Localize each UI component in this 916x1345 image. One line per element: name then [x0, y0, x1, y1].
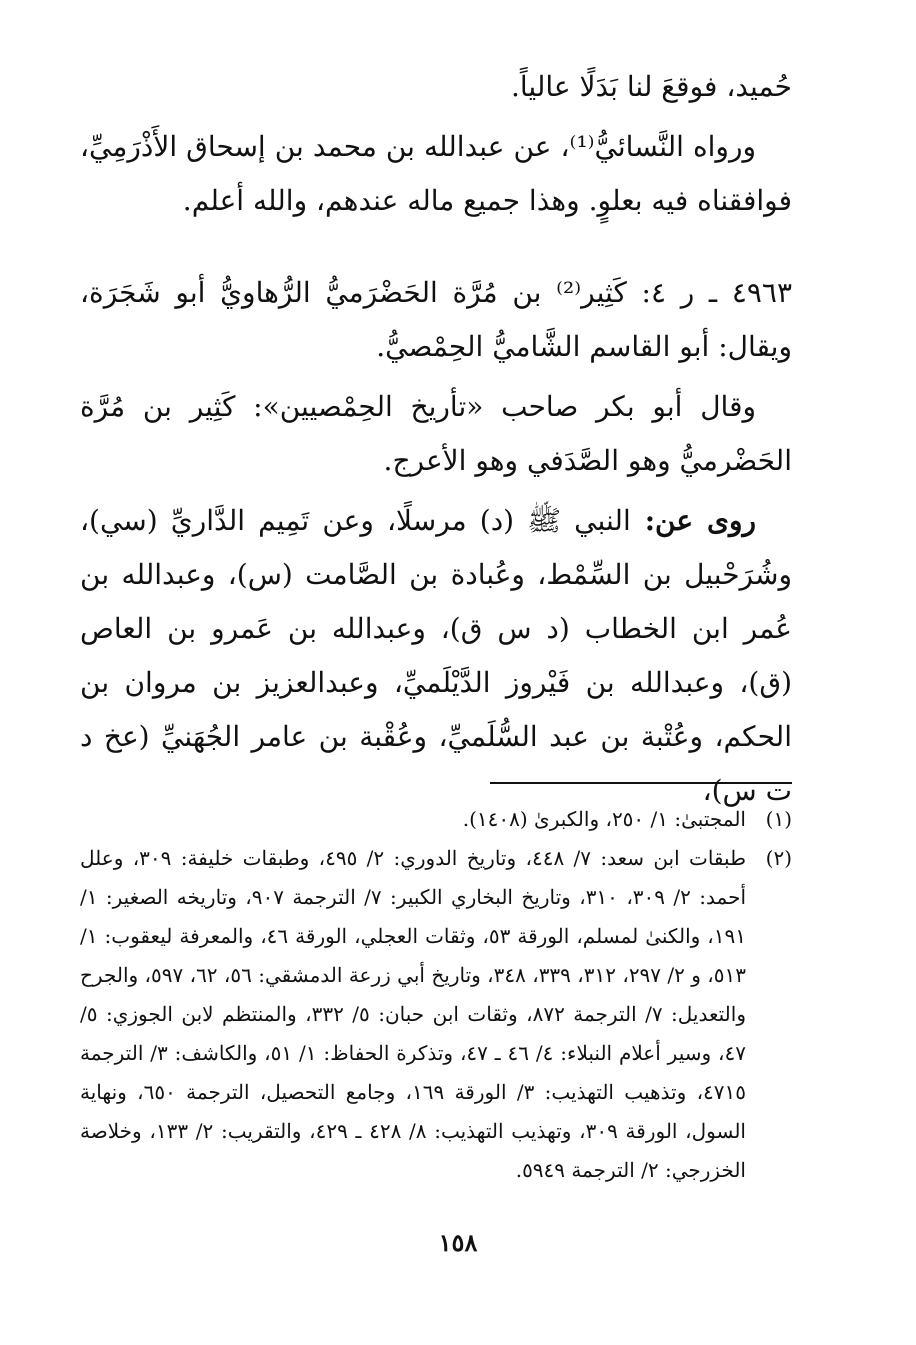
main-text — [80, 60, 792, 818]
paragraph-narrated-from — [80, 494, 792, 818]
footnote-number: (٢) — [765, 846, 792, 870]
footnote — [80, 839, 792, 1190]
paragraph-abu-bakr: وقال أبو بكر صاحب «تأريخ الحِمْصيين»: كَثِير بن مُرَّة الحَضْرميُّ وهو الصَّدَفي وهو الأعرج. — [80, 390, 792, 477]
footnote-number: (١) — [765, 807, 792, 831]
entry-heading: ٤٩٦٣ ـ ر ٤: كَثِير⁽²⁾ بن مُرَّة الحَضْرَميُّ الرُّهاويُّ أبو شَجَرَة، ويقال: أبو القاسم الشَّاميُّ الحِمْصيُّ. — [80, 276, 792, 363]
narrated-from-label: روى عن: — [630, 504, 756, 537]
page-number: ١٥٨ — [438, 1228, 478, 1257]
narrated-from-list: النبي ﷺ (د) مرسلًا، وعن تَمِيم الدَّاريِّ (سي)، وشُرَحْبيل بن السِّمْط، وعُبادة بن الصَّامت (س)، وعبدالله بن عُمر ابن الخطاب (د س ق)، وعبدالله بن عَمرو بن العاص (ق)، وعبدالله بن فَيْروز الدَّيْلَميِّ، وعبدالعزيز بن مروان بن الحكم، وعُتْبة بن عبد السُّلَميِّ، وعُقْبة بن عامر الجُهَنيِّ (عخ د ت س)، — [80, 504, 792, 807]
spacer — [80, 228, 792, 266]
footnote-text: طبقات ابن سعد: ٧/ ٤٤٨، وتاريخ الدوري: ٢/ ٤٩٥، وطبقات خليفة: ٣٠٩، وعلل أحمد: ٢/ ٣٠٩، ٣١٠، وتاريخ البخاري الكبير: ٧/ الترجمة ٩٠٧، وتاريخه الصغير: ١/ ١٩١، والكنىٰ لمسلم، الورقة ٥٣، وثقات العجلي، الورقة ٤٦، والمعرفة ليعقوب: ١/ ٥١٣، و ٢/ ٢٩٧، ٣١٢، ٣٣٩، ٣٤٨، وتاريخ أبي زرعة الدمشقي: ٥٦، ٦٢، ٥٩٧، والجرح والتعديل: ٧/ الترجمة ٨٧٢، وثقات ابن حبان: ٥/ ٣٣٢، والمنتظم لابن الجوزي: ٥/ ٤٧، وسير أعلام النبلاء: ٤/ ٤٦ ـ ٤٧، وتذكرة الحفاظ: ١/ ٥١، والكاشف: ٣/ الترجمة ٤٧١٥، وتذهيب التهذيب: ٣/ الورقة ١٦٩، وجامع التحصيل، الترجمة ٦٥٠، ونهاية السول، الورقة ٣٠٩، وتهذيب التهذيب: ٨/ ٤٢٨ ـ ٤٢٩، والتقريب: ٢/ ١٣٣، وخلاصة الخزرجي: ٢/ الترجمة ٥٩٤٩. — [80, 846, 747, 1182]
paragraph-nasai: ورواه النَّسائيُّ⁽¹⁾، عن عبدالله بن محمد بن إسحاق الأَذْرَمِيِّ، فوافقناه فيه بعلوٍ. وهذا جميع ماله عندهم، والله أعلم. — [80, 130, 792, 217]
footnote-text: المجتبىٰ: ١/ ٢٥٠، والكبرىٰ (١٤٠٨). — [462, 807, 746, 831]
footnote — [80, 800, 792, 839]
footnotes — [80, 800, 792, 1190]
paragraph-continuation: حُميد، فوقعَ لنا بَدَلًا عالياً. — [510, 70, 792, 103]
footnote-divider — [490, 782, 792, 784]
